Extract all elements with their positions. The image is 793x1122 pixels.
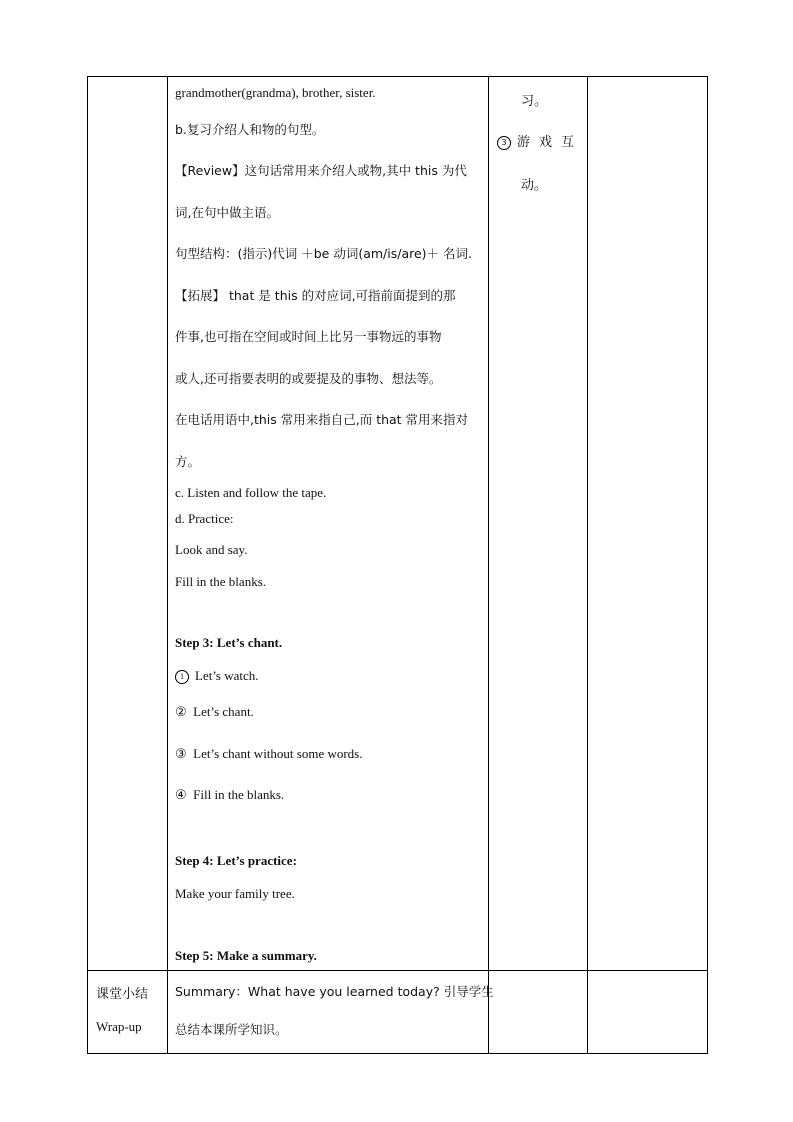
step3-item-3: ③ Let’s chant without some words. (175, 746, 363, 761)
content-line: b.复习介绍人和物的句型。 (175, 122, 325, 137)
design-intent-cell (489, 77, 588, 971)
content-line: 【拓展】 that 是 this 的对应词,可指前面提到的那 (175, 288, 456, 303)
content-line: grandmother(grandma), brother, sister. (175, 85, 376, 100)
step3-title: Step 3: Let’s chant. (175, 635, 283, 650)
content-line: 【Review】这句话常用来介绍人或物,其中 this 为代 (175, 163, 467, 178)
wrapup-intent-cell-empty (489, 971, 588, 1054)
step3-item-1: 1 Let’s watch. (175, 668, 259, 684)
circled-number-3: 3 (497, 136, 511, 150)
step4-text: Make your family tree. (175, 886, 295, 901)
step3-item-2: ② Let’s chant. (175, 704, 254, 719)
content-line: c. Listen and follow the tape. (175, 485, 327, 500)
step4-title: Step 4: Let’s practice: (175, 853, 297, 868)
circled-number-1: 1 (175, 670, 189, 684)
note-line-3: 动。 (521, 178, 548, 193)
wrapup-row (88, 971, 708, 1054)
wrapup-line-1: Summary：What have you learned today? 引导学生 (175, 984, 494, 999)
content-line: d. Practice: (175, 511, 234, 526)
procedure-content-cell (168, 77, 489, 971)
content-line: Fill in the blanks. (175, 574, 266, 589)
note-line-2: 3 游戏互 (497, 131, 583, 150)
note-line-1: 习。 (521, 94, 548, 109)
content-line: 或人,还可指要表明的或要提及的事物、想法等。 (175, 371, 442, 386)
content-line: Look and say. (175, 542, 248, 557)
wrapup-label-cn: 课堂小结 (96, 987, 149, 1002)
content-line: 在电话用语中,this 常用来指自己,而 that 常用来指对 (175, 412, 469, 427)
procedure-row (88, 77, 708, 971)
wrapup-label-cell (88, 971, 168, 1054)
wrapup-notes-cell-empty (588, 971, 708, 1054)
wrapup-content-cell (168, 971, 494, 1054)
wrapup-line-2: 总结本课所学知识。 (175, 1022, 288, 1037)
step3-item-4: ④ Fill in the blanks. (175, 787, 285, 802)
notes-cell-empty (588, 77, 708, 971)
lesson-plan-table (87, 76, 708, 1054)
stage-cell-empty (88, 77, 168, 971)
content-line: 件事,也可指在空间或时间上比另一事物远的事物 (175, 329, 442, 344)
content-line: 句型结构：(指示)代词 ＋be 动词(am/is/are)＋ 名词. (175, 246, 472, 261)
wrapup-label-en: Wrap-up (96, 1019, 142, 1034)
step5-title: Step 5: Make a summary. (175, 948, 317, 963)
content-line: 方。 (175, 454, 201, 469)
content-line: 词,在句中做主语。 (175, 205, 279, 220)
